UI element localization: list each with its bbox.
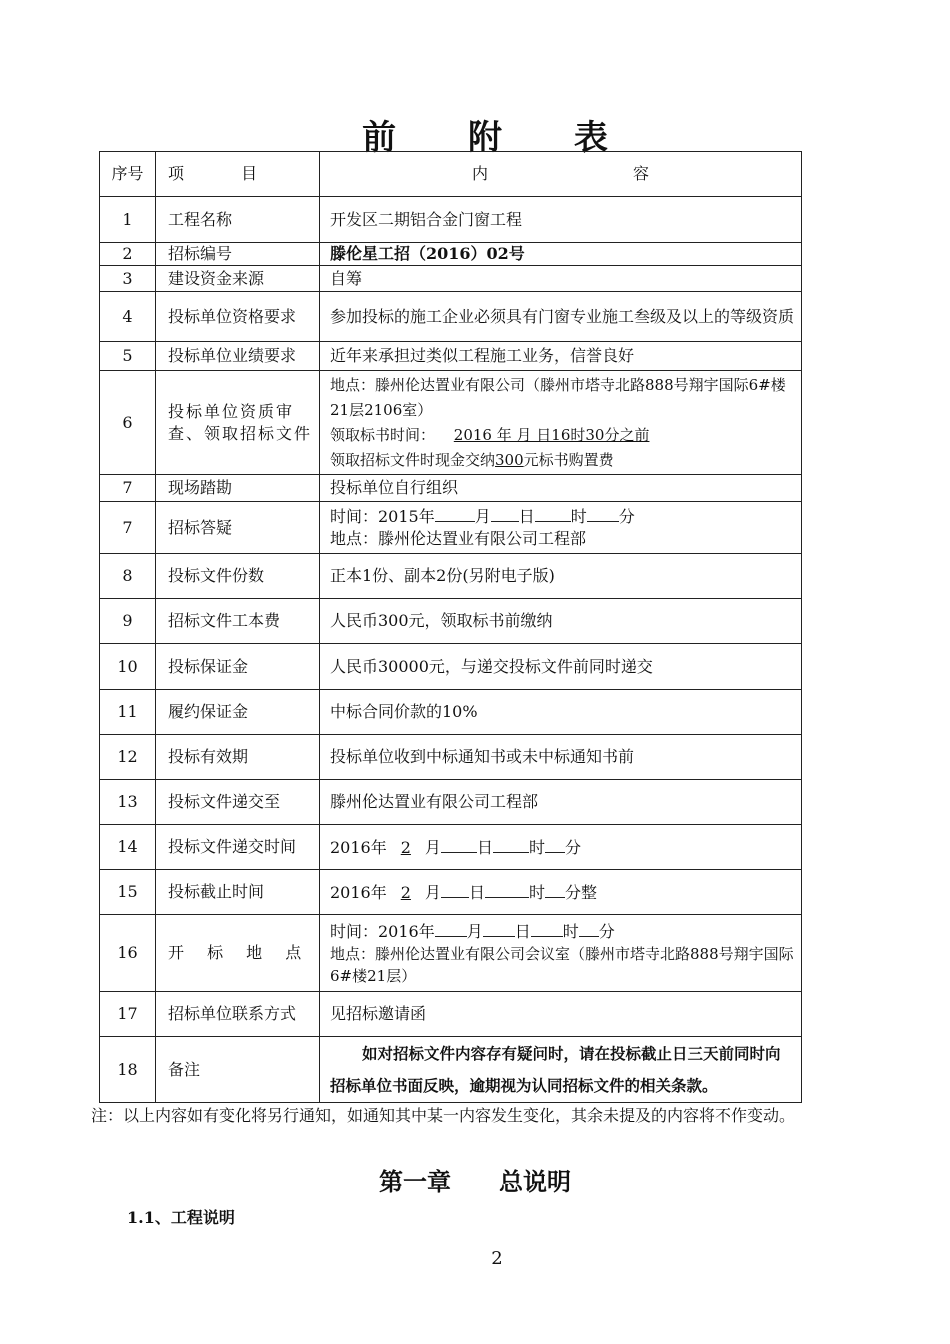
- table-row: [100, 475, 802, 502]
- row-item: 履约保证金: [156, 690, 320, 735]
- row-no: 12: [100, 735, 156, 780]
- row-content: 人民币30000元，与递交投标文件前同时递交: [320, 644, 802, 690]
- chapter-heading: 第一章 总说明: [379, 1167, 571, 1196]
- row-content: 投标单位收到中标通知书或未中标通知书前: [320, 735, 802, 780]
- table-row: [100, 292, 802, 342]
- row-no: 6: [100, 371, 156, 475]
- row-no: 7: [100, 475, 156, 502]
- header-content: 内 容: [320, 152, 802, 197]
- blank-line: [485, 881, 529, 898]
- table-row: [100, 780, 802, 825]
- header-no: 序号: [100, 152, 156, 197]
- blank-line: [545, 836, 565, 853]
- row-item: 投标单位资格要求: [156, 292, 320, 342]
- bid-open-day: 日: [514, 921, 531, 941]
- row-no: 9: [100, 599, 156, 644]
- table-row: [100, 243, 802, 266]
- fee-amount: 300: [495, 450, 524, 469]
- row-content-time: [330, 423, 795, 448]
- date-month: 月: [424, 837, 441, 857]
- date-hour: 时: [528, 837, 545, 857]
- date-year: 2016年: [330, 837, 387, 857]
- row-content: 开发区二期铝合金门窗工程: [320, 197, 802, 243]
- row-no: 1: [100, 197, 156, 243]
- date-min: 分整: [564, 882, 597, 902]
- row-content: 如对招标文件内容存有疑问时，请在投标截止日三天前同时向招标单位书面反映，逾期视为认同招标文件的相关条款。: [320, 1037, 802, 1103]
- blank-line: [483, 920, 515, 937]
- row-no: 3: [100, 266, 156, 292]
- row-item: 工程名称: [156, 197, 320, 243]
- row-no: 7: [100, 502, 156, 554]
- qa-month: 月: [474, 507, 491, 526]
- qa-time: [330, 505, 795, 528]
- row-item: 招标文件工本费: [156, 599, 320, 644]
- date-day: 日: [468, 882, 485, 902]
- fee-label: 领取招标文件时现金交纳: [330, 450, 496, 469]
- table-note: 注：以上内容如有变化将另行通知，如通知其中某一内容发生变化，其余未提及的内容将不作变动。: [91, 1106, 796, 1125]
- blank-line: [493, 836, 529, 853]
- row-item: 招标答疑: [156, 502, 320, 554]
- table-row: [100, 554, 802, 599]
- row-no: 11: [100, 690, 156, 735]
- date-month: 月: [424, 882, 441, 902]
- bid-open-time-prefix: 时间：2016年: [330, 921, 435, 941]
- blank-line: [435, 920, 467, 937]
- table-row: [100, 266, 802, 292]
- row-no: 10: [100, 644, 156, 690]
- preface-table: [99, 151, 802, 1103]
- row-content: 滕州伦达置业有限公司工程部: [320, 780, 802, 825]
- qa-time-prefix: 时间：2015年: [330, 507, 435, 526]
- row-content: [320, 825, 802, 870]
- row-item: 投标保证金: [156, 644, 320, 690]
- bid-open-month: 月: [466, 921, 483, 941]
- date-day: 日: [476, 837, 493, 857]
- row-content: 近年来承担过类似工程施工业务，信誉良好: [320, 342, 802, 371]
- table-row: [100, 371, 802, 475]
- blank-line: [531, 920, 563, 937]
- row-item: 投标文件递交至: [156, 780, 320, 825]
- row-item: 现场踏勘: [156, 475, 320, 502]
- table-row: [100, 915, 802, 992]
- qa-place: 地点：滕州伦达置业有限公司工程部: [330, 529, 587, 548]
- table-header-row: [100, 152, 802, 197]
- row-content: [320, 371, 802, 475]
- document-title: 前 附 表: [362, 118, 638, 158]
- bid-open-min: 分: [598, 921, 615, 941]
- table-row: [100, 502, 802, 554]
- qa-hour: 时: [570, 507, 587, 526]
- row-no: 17: [100, 992, 156, 1037]
- row-content: 参加投标的施工企业必须具有门窗专业施工叁级及以上的等级资质: [320, 292, 802, 342]
- blank-line: [491, 505, 519, 522]
- row-content: [320, 502, 802, 554]
- qa-min: 分: [618, 507, 635, 526]
- row-item: 招标编号: [156, 243, 320, 266]
- row-no: 18: [100, 1037, 156, 1103]
- time-label: 领取标书时间：: [330, 425, 436, 444]
- row-item: 招标单位联系方式: [156, 992, 320, 1037]
- blank-line: [545, 881, 565, 898]
- row-no: 14: [100, 825, 156, 870]
- row-content: [320, 915, 802, 992]
- row-no: 4: [100, 292, 156, 342]
- row-content: 自筹: [320, 266, 802, 292]
- row-item: 投标有效期: [156, 735, 320, 780]
- table-row: [100, 599, 802, 644]
- row-content: 人民币300元，领取标书前缴纳: [320, 599, 802, 644]
- blank-line: [535, 505, 571, 522]
- row-content: [320, 870, 802, 915]
- row-content: 正本1份、副本2份(另附电子版): [320, 554, 802, 599]
- date-min: 分: [564, 837, 581, 857]
- qa-day: 日: [518, 507, 535, 526]
- fee-suffix: 元标书购置费: [523, 450, 614, 469]
- date-month-value: 2: [400, 837, 411, 857]
- table-row: [100, 992, 802, 1037]
- row-no: 16: [100, 915, 156, 992]
- table-row: [100, 342, 802, 371]
- row-no: 13: [100, 780, 156, 825]
- blank-line: [441, 881, 469, 898]
- page-number: 2: [491, 1248, 503, 1269]
- row-content: 滕伦星工招（2016）02号: [320, 243, 802, 266]
- row-item: 投标单位资质审查、领取招标文件: [156, 371, 320, 475]
- row-item: 开 标 地 点: [156, 915, 320, 992]
- header-item: 项 目: [156, 152, 320, 197]
- table-row: [100, 690, 802, 735]
- row-item: 备注: [156, 1037, 320, 1103]
- row-item: 建设资金来源: [156, 266, 320, 292]
- time-value: 2016 年 月 日16时30分之前: [453, 425, 650, 444]
- table-row: [100, 735, 802, 780]
- row-content-place: 地点：滕州伦达置业有限公司（滕州市塔寺北路888号翔宇国际6#楼21层2106室）: [330, 375, 786, 419]
- row-item: 投标文件递交时间: [156, 825, 320, 870]
- blank-line: [579, 920, 599, 937]
- row-no: 15: [100, 870, 156, 915]
- table-row: [100, 825, 802, 870]
- bid-open-time: [330, 920, 795, 943]
- row-content: 中标合同价款的10%: [320, 690, 802, 735]
- row-content: 见招标邀请函: [320, 992, 802, 1037]
- blank-line: [441, 836, 477, 853]
- row-content: 投标单位自行组织: [320, 475, 802, 502]
- bid-open-hour: 时: [562, 921, 579, 941]
- row-item: 投标截止时间: [156, 870, 320, 915]
- blank-line: [587, 505, 619, 522]
- table-row: [100, 870, 802, 915]
- table-row: [100, 1037, 802, 1103]
- row-content-fee: [330, 448, 795, 473]
- row-no: 2: [100, 243, 156, 266]
- table-row: [100, 644, 802, 690]
- date-month-value: 2: [400, 882, 411, 902]
- row-item: 投标单位业绩要求: [156, 342, 320, 371]
- blank-line: [435, 505, 475, 522]
- bid-open-place: 地点：滕州伦达置业有限公司会议室（滕州市塔寺北路888号翔宇国际6#楼21层）: [330, 944, 794, 985]
- date-hour: 时: [528, 882, 545, 902]
- row-item: 投标文件份数: [156, 554, 320, 599]
- row-no: 8: [100, 554, 156, 599]
- section-heading: 1.1、工程说明: [127, 1208, 235, 1227]
- table-row: [100, 197, 802, 243]
- row-no: 5: [100, 342, 156, 371]
- date-year: 2016年: [330, 882, 387, 902]
